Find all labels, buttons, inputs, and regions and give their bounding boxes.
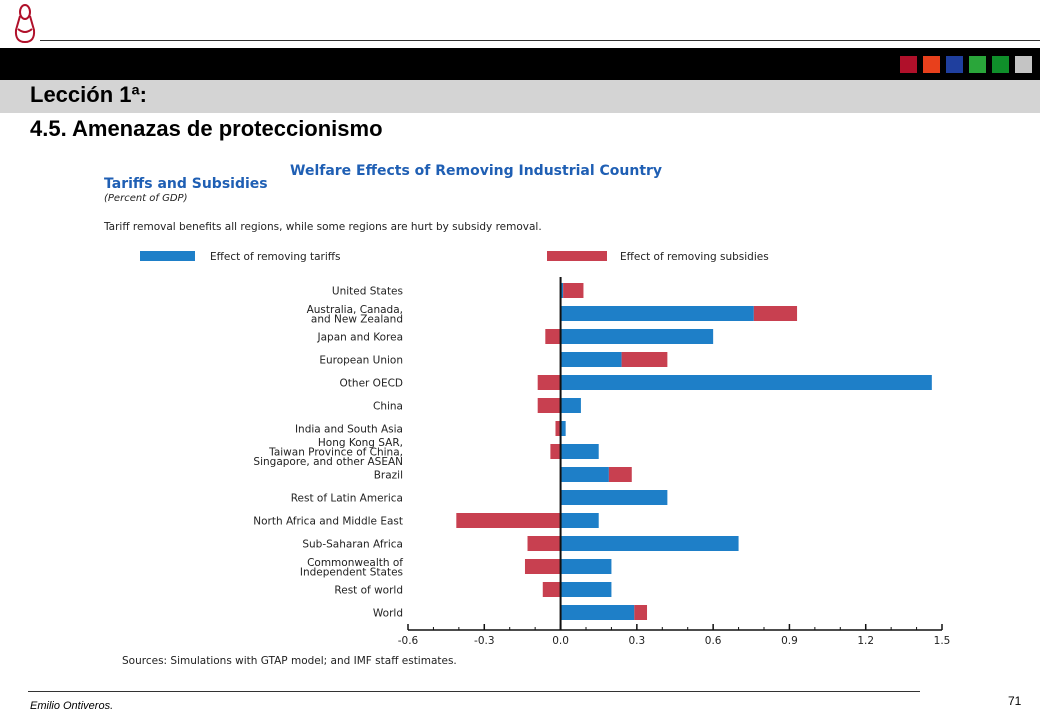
x-tick-label: 0.6 <box>704 635 722 647</box>
bar-subsidies <box>550 444 560 459</box>
category-label: Brazil <box>373 469 403 482</box>
category-label: China <box>373 400 403 413</box>
bar-tariffs <box>561 329 714 344</box>
page-number: 71 <box>1008 694 1022 708</box>
bar-subsidies <box>545 329 560 344</box>
header-black-bar <box>0 48 1040 80</box>
chart-unit-note: (Percent of GDP) <box>104 193 188 204</box>
x-tick-label: 1.2 <box>857 635 875 647</box>
bar-subsidies <box>456 513 560 528</box>
bar-tariffs <box>561 559 612 574</box>
bar-subsidies <box>609 467 632 482</box>
x-tick-label: -0.3 <box>474 635 495 647</box>
footer-rule <box>28 691 920 692</box>
x-tick-label: 0.0 <box>552 635 569 647</box>
x-tick-label: 0.3 <box>628 635 646 647</box>
category-label: Singapore, and other ASEAN <box>253 456 403 468</box>
bar-subsidies <box>563 283 583 298</box>
header-square-5 <box>992 56 1009 73</box>
bar-tariffs <box>561 306 754 321</box>
header-square-1 <box>900 56 917 73</box>
category-label: Rest of world <box>334 584 403 597</box>
header-square-2 <box>923 56 940 73</box>
category-label: United States <box>331 285 403 298</box>
category-label: Australia, Canada, <box>306 303 403 316</box>
bar-tariffs <box>561 513 599 528</box>
bar-tariffs <box>561 490 668 505</box>
category-label: Hong Kong SAR, <box>317 437 403 449</box>
bar-tariffs <box>561 352 622 367</box>
category-label: Japan and Korea <box>317 331 403 344</box>
lesson-title: Lección 1ª: <box>30 82 147 107</box>
chart-source: Sources: Simulations with GTAP model; and IMF staff estimates. <box>122 655 457 667</box>
header-rule <box>40 40 1040 41</box>
title-band <box>0 80 1040 113</box>
chart-title-line1: Welfare Effects of Removing Industrial Country <box>290 163 663 179</box>
category-label: World <box>372 607 403 620</box>
header-square-6 <box>1015 56 1032 73</box>
legend-swatch-subsidies <box>547 251 607 261</box>
bar-tariffs <box>561 467 609 482</box>
ribbon-logo-icon <box>8 2 42 46</box>
bar-tariffs <box>561 375 932 390</box>
header-square-3 <box>946 56 963 73</box>
chart-caption: Tariff removal benefits all regions, while some regions are hurt by subsidy removal. <box>104 221 542 233</box>
category-label: Independent States <box>299 566 403 579</box>
legend-label-subsidies: Effect of removing subsidies <box>620 251 769 263</box>
x-tick-label: 1.5 <box>933 635 951 647</box>
category-label: North Africa and Middle East <box>253 515 403 528</box>
category-label: India and South Asia <box>294 423 403 436</box>
bar-subsidies <box>525 559 561 574</box>
header-square-4 <box>969 56 986 73</box>
bar-tariffs <box>561 536 739 551</box>
bar-subsidies <box>528 536 561 551</box>
bar-tariffs <box>561 582 612 597</box>
welfare-effects-chart <box>100 150 960 680</box>
bar-tariffs <box>561 444 599 459</box>
bar-subsidies <box>538 398 561 413</box>
category-label: European Union <box>319 354 403 367</box>
category-label: Taiwan Province of China, <box>269 446 403 459</box>
x-tick-label: -0.6 <box>397 635 419 647</box>
category-label: Sub-Saharan Africa <box>302 538 403 551</box>
category-label: Commonwealth of <box>307 556 403 569</box>
bar-subsidies <box>622 352 668 367</box>
x-tick-label: 0.9 <box>781 635 798 647</box>
legend-label-tariffs: Effect of removing tariffs <box>210 251 341 263</box>
chart-title-line2: Tariffs and Subsidies <box>104 176 268 192</box>
footer-author: Emilio Ontiveros. <box>30 700 114 712</box>
bar-tariffs <box>561 605 635 620</box>
bar-tariffs <box>561 398 581 413</box>
category-label: Other OECD <box>339 377 403 390</box>
category-label: and New Zealand <box>310 313 403 326</box>
bar-subsidies <box>538 375 561 390</box>
lesson-subtitle: 4.5. Amenazas de proteccionismo <box>30 116 383 141</box>
category-label: Rest of Latin America <box>290 492 403 505</box>
bar-subsidies <box>543 582 561 597</box>
bar-subsidies <box>634 605 647 620</box>
legend-swatch-tariffs <box>140 251 195 261</box>
bar-subsidies <box>754 306 797 321</box>
color-squares <box>900 56 1032 73</box>
